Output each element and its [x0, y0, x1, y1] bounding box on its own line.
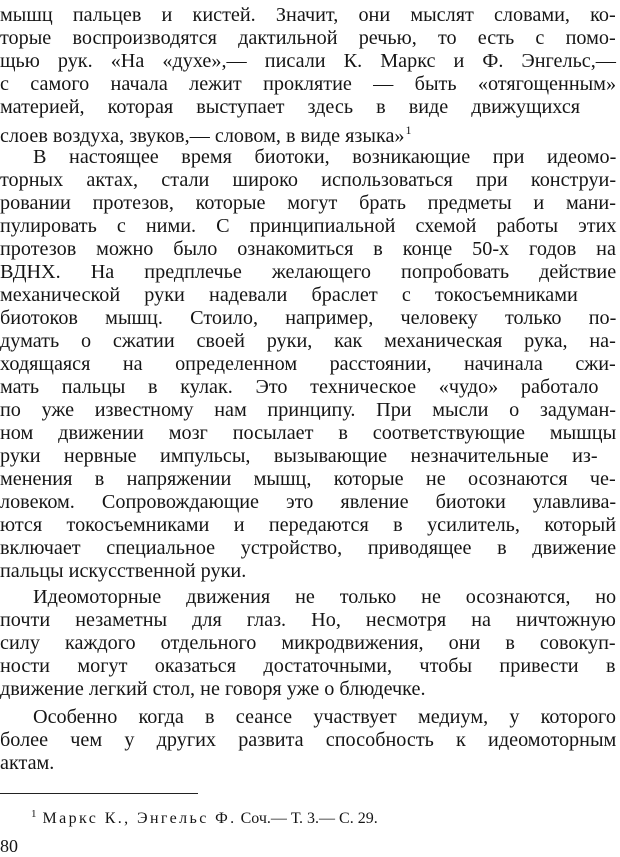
- text-line: протезов можно было ознакомиться в конце 50-х годов на: [0, 238, 616, 260]
- footnote-divider: [0, 793, 198, 794]
- text-line: слоев воздуха, звуков,— словом, в виде языка»$^1$: [0, 123, 412, 147]
- text-line: ходящаяся на определенном расстоянии, начинала сжи-: [0, 353, 616, 375]
- text-line: В настоящее время биотоки, возникающие при идеомо-: [33, 146, 617, 168]
- text-line: по уже известному нам принципу. При мысли о задуман-: [0, 399, 617, 421]
- text-line: щью рук. «На «духе»,— писали К. Маркс и Ф. Энгельс,—: [0, 50, 616, 72]
- text-line: механической руки надевали браслет с токосъемниками: [0, 284, 578, 306]
- text-line: ности могут оказаться достаточными, чтобы привести в: [0, 655, 616, 677]
- text-line: руки нервные импульсы, вызывающие незначительные из-: [0, 445, 598, 467]
- text-line: мышц пальцев и кистей. Значит, они мыслят словами, ко-: [0, 4, 616, 26]
- text-line: биотоков мышц. Стоило, например, человеку только по-: [0, 307, 617, 329]
- text-line: движение легкий стол, не говоря уже о блюдечке.: [0, 678, 426, 700]
- footnote-authors: Маркс К., Энгельс Ф.: [42, 810, 237, 827]
- text-line: Особенно когда в сеансе участвует медиум, у которого: [33, 706, 616, 728]
- page-number: 80: [0, 836, 18, 856]
- text-line: ловеком. Сопровождающие это явление биотоки улавлива-: [0, 491, 617, 513]
- text-line: почти незаметны для глаз. Но, несмотря на ничтожную: [0, 609, 616, 631]
- text-line: менения в напряжении мышц, которые не осознаются че-: [0, 468, 616, 490]
- text-line: думать о сжатии своей руки, как механическая рука, на-: [0, 330, 616, 352]
- text-line: материей, которая выступает здесь в виде движущихся: [0, 96, 581, 118]
- footnote-source: Соч.— Т. 3.— С. 29.: [236, 810, 378, 827]
- text-line: Идеомоторные движения не только не осознаются, но: [33, 586, 617, 608]
- footnote: [31, 804, 378, 829]
- text-line: актам.: [0, 752, 55, 774]
- footnote-number: 1: [31, 808, 37, 820]
- text-line: ВДНХ. На предплечье желающего попробовать действие: [0, 261, 617, 283]
- text-line: силу каждого отдельного микродвижения, они в совокуп-: [0, 632, 616, 654]
- text-line: торных актах, стали широко использоваться при конструи-: [0, 169, 617, 191]
- text-line: мать пальцы в кулак. Это техническое «чудо» работало: [0, 376, 599, 398]
- text-line: торые воспроизводятся дактильной речью, то есть с помо-: [0, 27, 616, 49]
- text-line: более чем у других развита способность к идеомоторным: [0, 729, 617, 751]
- text-line: с самого начала лежит проклятие — быть «отягощенным»: [0, 73, 617, 95]
- text-line: ровании протезов, которые могут брать предметы и мани-: [0, 192, 616, 214]
- text-line: пулировать с ними. С принципиальной схемой работы этих: [0, 215, 617, 237]
- text-line: включает специальное устройство, приводящее в движение: [0, 537, 617, 559]
- text-line: ном движении мозг посылает в соответствующие мышцы: [0, 422, 617, 444]
- footnote-reference: 1: [405, 123, 412, 137]
- text-line: пальцы искусственной руки.: [0, 560, 247, 582]
- text-line: ются токосъемниками и передаются в усилитель, который: [0, 514, 617, 536]
